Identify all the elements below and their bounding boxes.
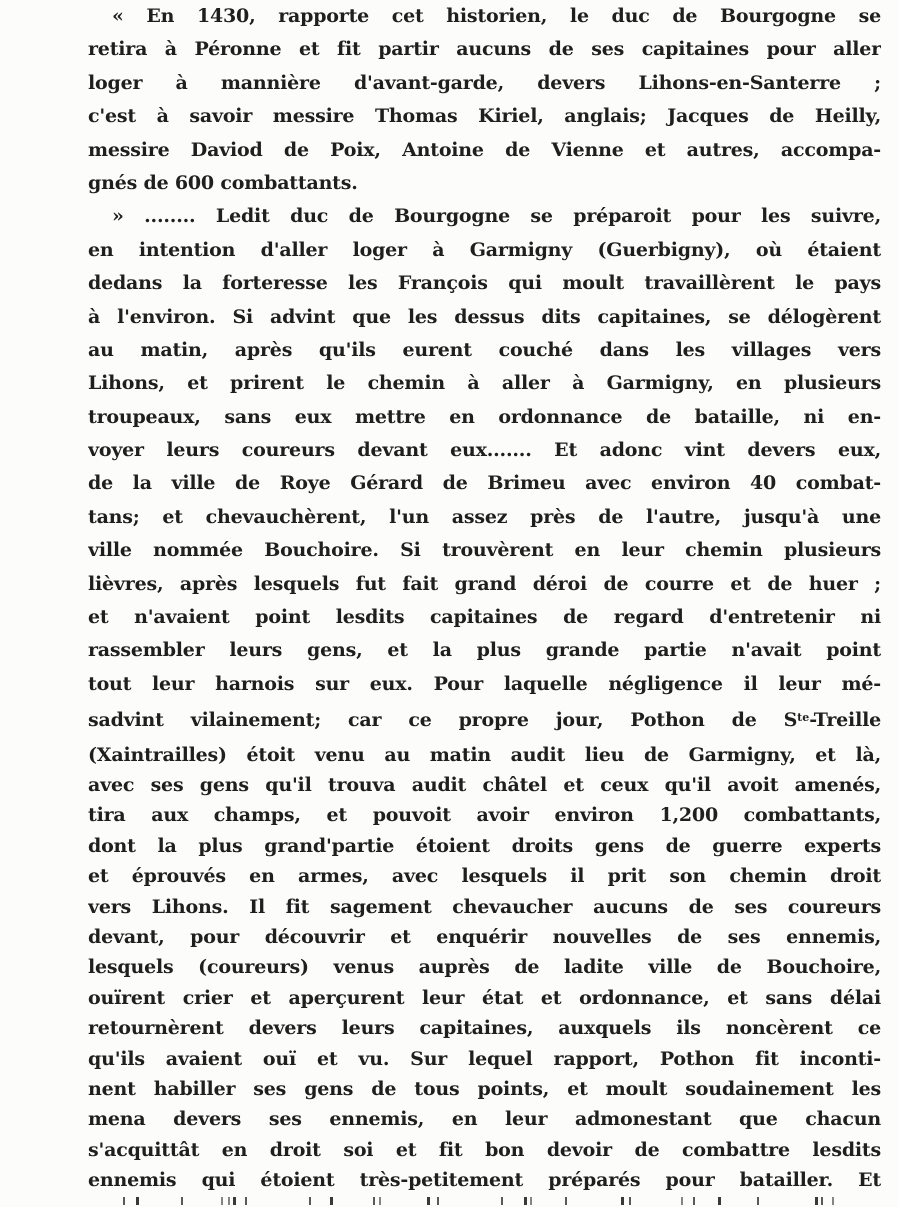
text-line: et n'avaient point lesdits capitaines de regard d'entretenir ni	[88, 606, 881, 629]
text-line: tira aux champs, et pouvoit avoir environ 1,200 combattants,	[88, 804, 881, 827]
text-line: de la ville de Roye Gérard de Brimeu avec environ 40 combat-	[88, 472, 881, 495]
text-line: lesquels (coureurs) venus auprès de ladite ville de Bouchoire,	[88, 956, 881, 979]
text-line: nent habiller ses gens de tous points, et moult soudainement les	[88, 1077, 881, 1100]
text-line: tout leur harnois sur eux. Pour laquelle négligence il leur mé-	[88, 672, 881, 695]
text-line: en intention d'aller loger à Garmigny (Guerbigny), où étaient	[88, 238, 881, 261]
text-line: voyer leurs coureurs devant eux....... Et adonc vint devers eux,	[88, 439, 881, 462]
text-line: lièvres, après lesquels fut fait grand déroi de courre et de huer ;	[88, 572, 881, 595]
text-line: loger à mannière d'avant-garde, devers Lihons-en-Santerre ;	[88, 71, 881, 94]
clipped-text-line-fragment	[108, 1197, 870, 1205]
text-line: dedans la forteresse les François qui moult travaillèrent le pays	[88, 272, 881, 295]
text-line: s'acquittât en droit soi et fit bon devoir de combattre lesdits	[88, 1138, 881, 1161]
text-line: » ........ Ledit duc de Bourgogne se préparoit pour les suivre,	[112, 205, 881, 228]
text-line: ennemis qui étoient très-petitement préparés pour batailler. Et	[88, 1169, 881, 1192]
text-line: retournèrent devers leurs capitaines, auxquels ils noncèrent ce	[88, 1017, 881, 1040]
text-line: au matin, après qu'ils eurent couché dans les villages vers	[88, 338, 881, 361]
text-line: retira à Péronne et fit partir aucuns de ses capitaines pour aller	[88, 38, 881, 61]
text-line: et éprouvés en armes, avec lesquels il prit son chemin droit	[88, 865, 881, 888]
text-line: à l'environ. Si advint que les dessus dits capitaines, se délogèrent	[88, 305, 881, 328]
text-line: tans; et chevauchèrent, l'un assez près de l'autre, jusqu'à une	[88, 505, 881, 528]
text-line: dont la plus grand'partie étoient droits gens de guerre experts	[88, 834, 881, 857]
text-line: sadvint vilainement; car ce propre jour, Pothon de $S^{te}$-Treille	[88, 709, 881, 732]
text-line: ville nommée Bouchoire. Si trouvèrent en leur chemin plusieurs	[88, 539, 881, 562]
text-line: messire Daviod de Poix, Antoine de Vienne et autres, accompa-	[88, 138, 881, 161]
text-line: qu'ils avaient ouï et vu. Sur lequel rapport, Pothon fit inconti-	[88, 1047, 881, 1070]
text-line: mena devers ses ennemis, en leur admonestant que chacun	[88, 1108, 881, 1131]
text-line: avec ses gens qu'il trouva audit châtel et ceux qu'il avoit amenés,	[88, 773, 881, 796]
text-block	[88, 0, 881, 1195]
text-line: rassembler leurs gens, et la plus grande partie n'avait point	[88, 639, 881, 662]
text-line: c'est à savoir messire Thomas Kiriel, anglais; Jacques de Heilly,	[88, 105, 881, 128]
text-line: ouïrent crier et aperçurent leur état et ordonnance, et sans délai	[88, 986, 881, 1009]
text-line: Lihons, et prirent le chemin à aller à Garmigny, en plusieurs	[88, 372, 881, 395]
text-line: vers Lihons. Il fit sagement chevaucher aucuns de ses coureurs	[88, 895, 881, 918]
text-line: devant, pour découvrir et enquérir nouvelles de ses ennemis,	[88, 925, 881, 948]
text-line: gnés de 600 combattants.	[88, 171, 358, 194]
text-line: « En 1430, rapporte cet historien, le duc de Bourgogne se	[112, 5, 881, 27]
text-line: troupeaux, sans eux mettre en ordonnance de bataille, ni en-	[88, 405, 881, 428]
text-line: (Xaintrailles) étoit venu au matin audit lieu de Garmigny, et là,	[88, 743, 881, 766]
